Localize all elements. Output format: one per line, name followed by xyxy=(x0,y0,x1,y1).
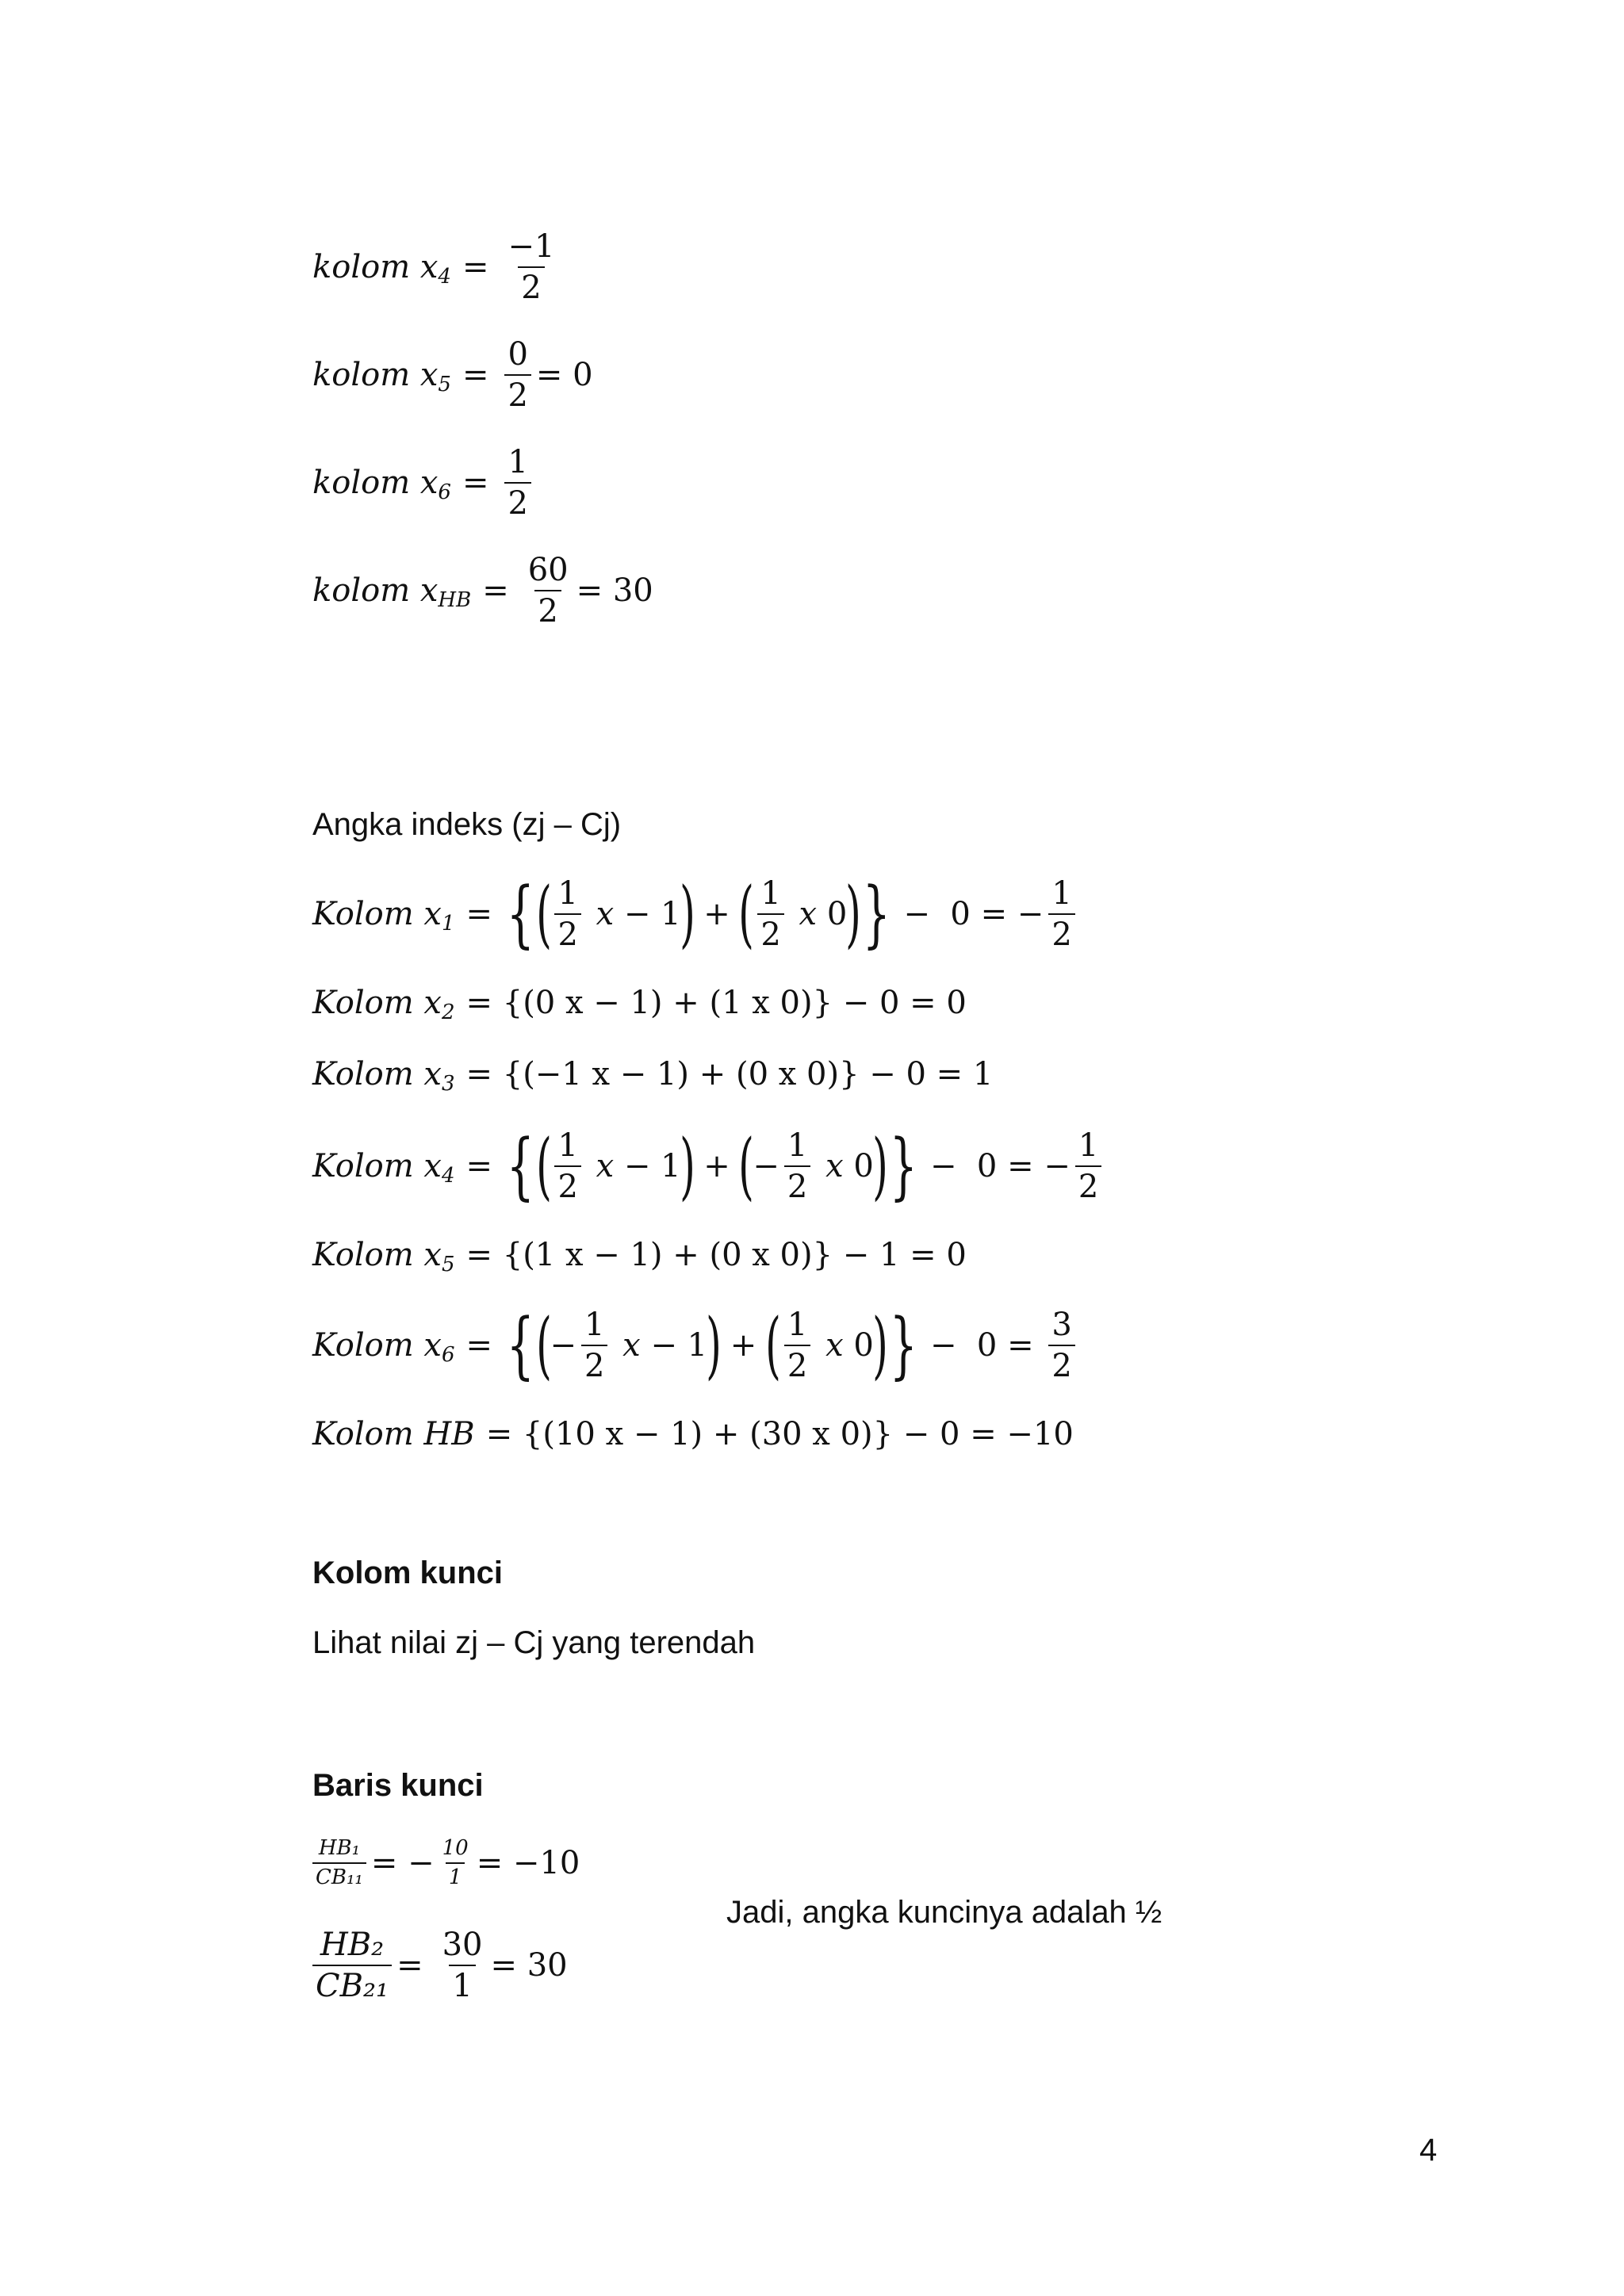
ratio-x4: kolom x 4 = $\frac{-1}{2}$ xyxy=(312,228,555,306)
key-row-heading: Baris kunci xyxy=(312,1768,484,1803)
index-row-x5: Kolom x 5 = {(1 x − 1) + (0 x 0)} − 1 = 0 xyxy=(312,1237,967,1276)
index-row-hb: Kolom HB = {(10 x − 1) + (30 x 0)} − 0 = −10 xyxy=(312,1416,1074,1452)
index-heading: Angka indeks (zj – Cj) xyxy=(312,807,622,842)
index-row-x4: Kolom x 4 = { ( $\frac{1}{2}$ x − 1 ) + ( − $\frac{1}{2}$ x 0 ) } − 0 = − $\frac{1}{2}$ xyxy=(312,1129,1106,1203)
index-row-x6: Kolom x 6 = { ( − $\frac{1}{2}$ x − 1 ) + ( $\frac{1}{2}$ x 0 ) } − 0 = $\frac{3}{2}$ xyxy=(312,1308,1080,1383)
key-row-ratio-1: $\frac{\text{HB₁}}{\text{CB₁₁}}$ = − $\frac{10}{1}$ = −10 xyxy=(312,1838,580,1889)
key-column-heading: Kolom kunci xyxy=(312,1556,504,1590)
key-column-text: Lihat nilai zj – Cj yang terendah xyxy=(312,1625,756,1660)
ratio-x5: kolom x 5 = $\frac{0}{2}$ = 0 xyxy=(312,336,593,414)
index-row-x2: Kolom x 2 = {(0 x − 1) + (1 x 0)} − 0 = 0 xyxy=(312,985,967,1024)
ratio-xhb: kolom x HB = $\frac{60}{2}$ = 30 xyxy=(312,552,653,629)
index-row-x1: Kolom x 1 = { ( $\frac{1}{2}$ x − 1 ) + ( $\frac{1}{2}$ x 0 ) } − 0 = − $\frac{1}{2}$ xyxy=(312,877,1080,951)
key-number-note: Jadi, angka kuncinya adalah ½ xyxy=(726,1895,1162,1930)
key-row-ratio-2: $\frac{\text{HB₂}}{\text{CB₂₁}}$ = $\frac{30}{1}$ = 30 xyxy=(312,1928,568,2003)
index-row-x3: Kolom x 3 = {(−1 x − 1) + (0 x 0)} − 0 = 1 xyxy=(312,1056,994,1096)
ratio-x6: kolom x 6 = $\frac{1}{2}$ xyxy=(312,446,536,520)
page-number: 4 xyxy=(1419,2133,1438,2168)
